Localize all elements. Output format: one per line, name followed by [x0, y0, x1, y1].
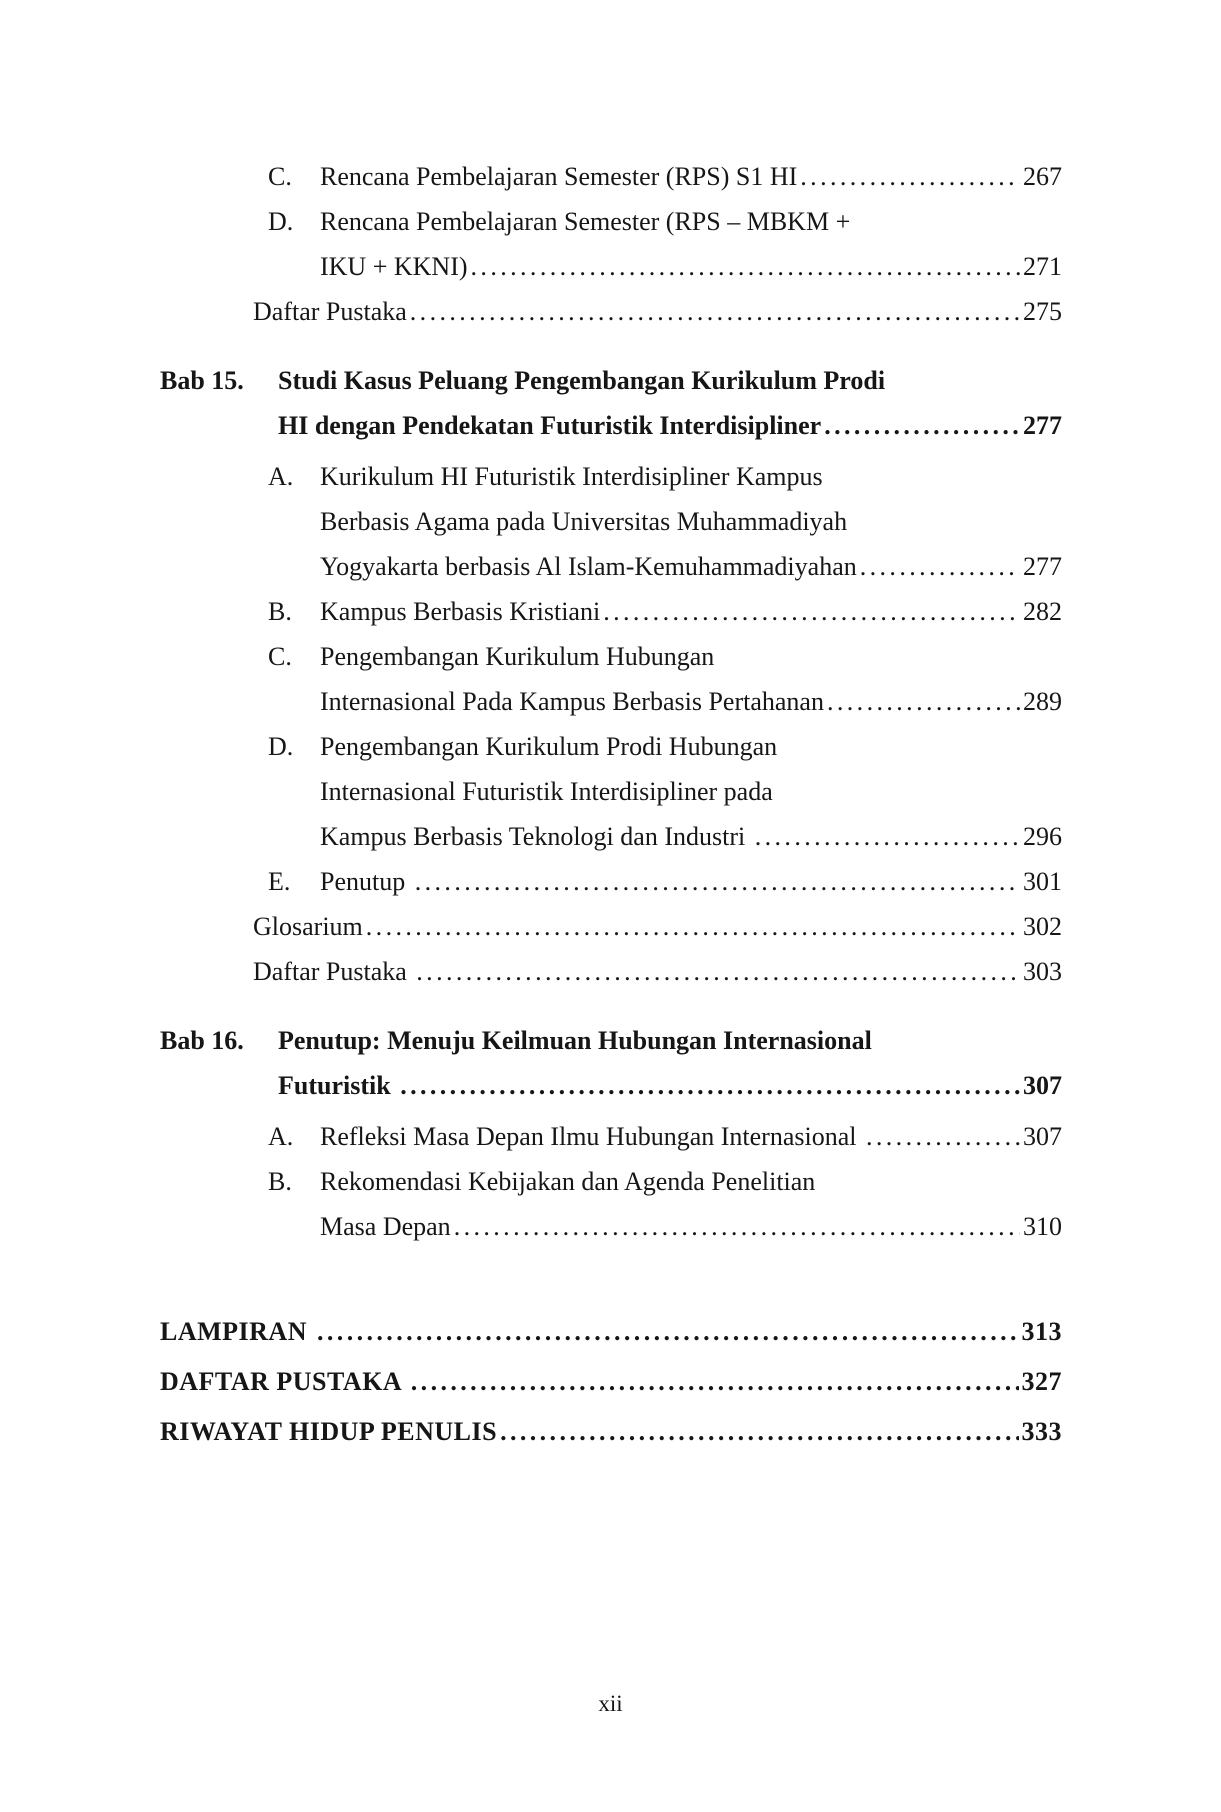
toc-page-number: 307: [1023, 1071, 1062, 1100]
dot-leader: [317, 1307, 1019, 1357]
toc-entry-text: Daftar Pustaka: [253, 957, 414, 986]
dot-leader: [415, 859, 1020, 904]
dot-leader: [824, 403, 1020, 448]
toc-entry-text: Kurikulum HI Futuristik Interdisipliner Kampus: [320, 462, 823, 491]
toc-line: [160, 1063, 1062, 1108]
toc-entry-text: Internasional Futuristik Interdisipliner pada: [320, 777, 773, 806]
toc-entry-label: D.: [268, 207, 294, 236]
toc-line: [160, 1357, 1062, 1407]
toc-page-number: 333: [1021, 1417, 1062, 1446]
toc-entry: [160, 1159, 1062, 1249]
toc-entry-label: D.: [268, 732, 294, 761]
toc-line: [160, 1307, 1062, 1357]
toc-entry: [160, 1018, 1062, 1108]
dot-leader: [755, 814, 1020, 859]
toc-entry: [160, 154, 1062, 199]
toc-entry-text: Glosarium: [253, 912, 363, 941]
toc-line: [160, 1159, 1062, 1204]
toc-line: [160, 1114, 1062, 1159]
toc-page-number: 313: [1021, 1317, 1062, 1346]
toc-entry-text: HI dengan Pendekatan Futuristik Interdisipliner: [278, 411, 822, 440]
toc-page-number: 267: [1023, 162, 1062, 191]
toc-page-number: 277: [1023, 411, 1062, 440]
toc-line: [160, 289, 1062, 334]
toc-entry-text: Daftar Pustaka: [253, 297, 407, 326]
toc-entry: [160, 199, 1062, 289]
toc-entry-label: Bab 15.: [160, 366, 244, 395]
toc-entry-text: Penutup: Menuju Keilmuan Hubungan Internasional: [278, 1026, 872, 1055]
toc-entry: [160, 724, 1062, 859]
toc-page-number: 310: [1023, 1212, 1062, 1241]
toc-page-number: 289: [1023, 687, 1062, 716]
toc-entry-text: Rekomendasi Kebijakan dan Agenda Penelitian: [320, 1167, 816, 1196]
toc-line: [160, 199, 1062, 244]
dot-leader: [416, 949, 1020, 994]
toc-entry-label: A.: [268, 1122, 294, 1151]
toc-line: [160, 1018, 1062, 1063]
dot-leader: [860, 544, 1020, 589]
toc-entry-label: B.: [268, 1167, 292, 1196]
toc-line: [160, 679, 1062, 724]
toc-entry-text: Yogyakarta berbasis Al Islam-Kemuhammadiyahan: [320, 552, 857, 581]
toc-entry-text: Internasional Pada Kampus Berbasis Pertahanan: [320, 687, 824, 716]
toc-entry-text: Masa Depan: [320, 1212, 451, 1241]
toc-entry: [160, 358, 1062, 448]
toc-entry-label: Bab 16.: [160, 1026, 244, 1055]
toc-line: [160, 1407, 1062, 1457]
toc-line: [160, 403, 1062, 448]
toc-line: [160, 154, 1062, 199]
dot-leader: [471, 244, 1020, 289]
toc-entry: [160, 589, 1062, 634]
toc-line: [160, 244, 1062, 289]
dot-leader: [800, 154, 1020, 199]
toc-line: [160, 724, 1062, 769]
toc-entry-text: IKU + KKNI): [320, 252, 468, 281]
toc-entry-label: C.: [268, 642, 292, 671]
dot-leader: [411, 1357, 1019, 1407]
toc-entry-text: Rencana Pembelajaran Semester (RPS) S1 HI: [320, 162, 798, 191]
toc-entry-text: DAFTAR PUSTAKA: [160, 1367, 408, 1396]
toc-line: [160, 859, 1062, 904]
toc-entry-text: Penutup: [320, 867, 412, 896]
toc-page-number: 301: [1023, 867, 1062, 896]
toc-entry-text: Studi Kasus Peluang Pengembangan Kurikulum Prodi: [278, 366, 886, 395]
toc-entry-label: B.: [268, 597, 292, 626]
toc-line: [160, 454, 1062, 499]
toc-page-number: 307: [1023, 1122, 1062, 1151]
toc-page-number: 275: [1023, 297, 1062, 326]
toc-entry: [160, 1307, 1062, 1357]
toc-entry-text: Refleksi Masa Depan Ilmu Hubungan Internasional: [320, 1122, 863, 1151]
toc-line: [160, 634, 1062, 679]
toc-page-number: 327: [1021, 1367, 1062, 1396]
toc-line: [160, 769, 1062, 814]
toc-page-number: 302: [1023, 912, 1062, 941]
toc-entry: [160, 904, 1062, 949]
toc-entry: [160, 289, 1062, 334]
toc-line: [160, 904, 1062, 949]
dot-leader: [454, 1204, 1020, 1249]
dot-leader: [603, 589, 1020, 634]
toc-entry: [160, 859, 1062, 904]
dot-leader: [866, 1114, 1020, 1159]
toc-entry-text: RIWAYAT HIDUP PENULIS: [160, 1417, 498, 1446]
toc-entry-text: Kampus Berbasis Kristiani: [320, 597, 601, 626]
toc-entry-text: LAMPIRAN: [160, 1317, 314, 1346]
toc-page-number: 282: [1023, 597, 1062, 626]
toc-line: [160, 949, 1062, 994]
toc-entry: [160, 1407, 1062, 1457]
toc-line: [160, 589, 1062, 634]
toc-line: [160, 544, 1062, 589]
toc-line: [160, 358, 1062, 403]
toc-entry-text: Pengembangan Kurikulum Prodi Hubungan: [320, 732, 778, 761]
dot-leader: [400, 1063, 1020, 1108]
toc-entry-label: A.: [268, 462, 294, 491]
toc-entry: [160, 949, 1062, 994]
toc-list: [160, 154, 1062, 1457]
toc-entry-text: Kampus Berbasis Teknologi dan Industri: [320, 822, 752, 851]
toc-page-number: 303: [1023, 957, 1062, 986]
toc-entry-label: E.: [268, 867, 291, 896]
toc-entry: [160, 1357, 1062, 1407]
toc-entry: [160, 454, 1062, 589]
dot-leader: [366, 904, 1020, 949]
toc-entry-label: C.: [268, 162, 292, 191]
toc-entry-text: Pengembangan Kurikulum Hubungan: [320, 642, 715, 671]
toc-entry: [160, 1114, 1062, 1159]
toc-entry: [160, 634, 1062, 724]
toc-entry-text: Berbasis Agama pada Universitas Muhammadiyah: [320, 507, 848, 536]
toc-line: [160, 1204, 1062, 1249]
dot-leader: [410, 289, 1020, 334]
toc-page-number: 277: [1023, 552, 1062, 581]
toc-entry-text: Rencana Pembelajaran Semester (RPS – MBKM +: [320, 207, 851, 236]
toc-page-number: 271: [1023, 252, 1062, 281]
toc-page-number: 296: [1023, 822, 1062, 851]
page-number-footer: xii: [598, 1691, 623, 1716]
toc-line: [160, 499, 1062, 544]
toc-line: [160, 814, 1062, 859]
toc-entry-text: Futuristik: [278, 1071, 398, 1100]
dot-leader: [827, 679, 1020, 724]
dot-leader: [500, 1407, 1018, 1457]
